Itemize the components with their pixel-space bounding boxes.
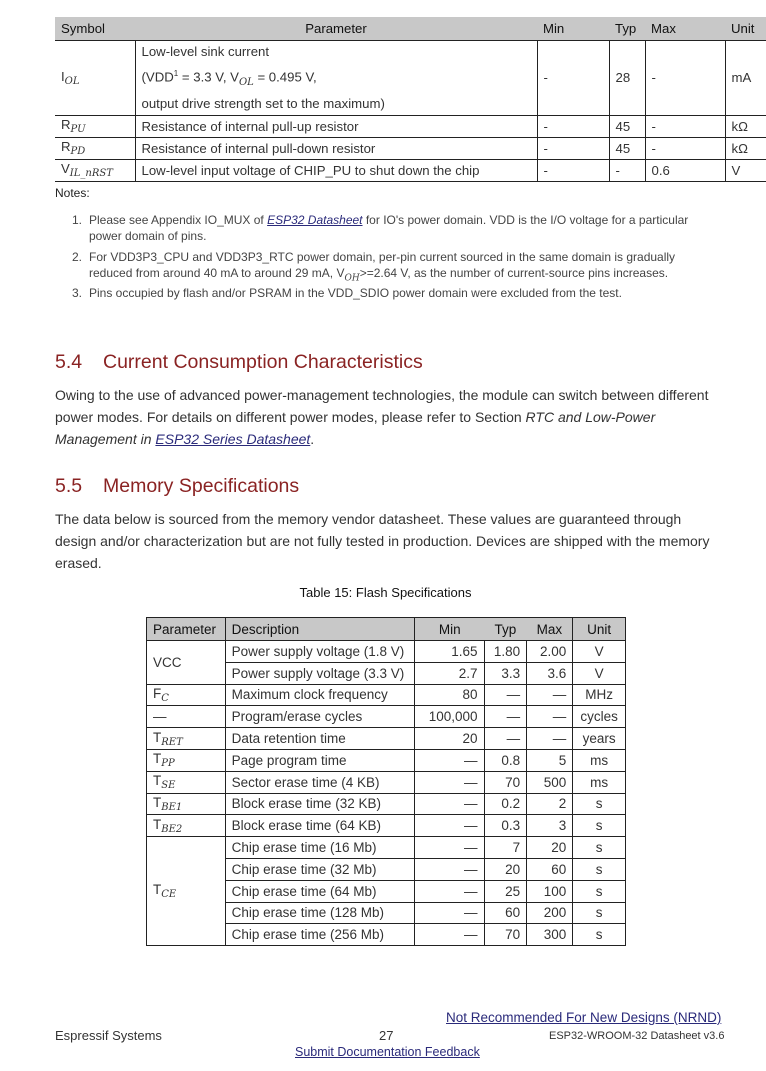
note-text (89, 249, 712, 286)
header-typ: Typ (484, 618, 527, 641)
min-cell: - (537, 41, 609, 116)
table-row (55, 41, 766, 116)
esp32-series-datasheet-link[interactable]: ESP32 Series Datasheet (155, 431, 311, 447)
text-part: (VDD (141, 68, 174, 84)
parameter-cell: Resistance of internal pull-down resistor (135, 137, 537, 159)
max-cell: — (527, 728, 573, 750)
typ-cell: 0.3 (484, 815, 527, 837)
text-part: For VDD3P3_CPU and VDD3P3_RTC power domain, per-pin current sourced in the same domain is gradually reduced from around 40 mA to around 29 mA, V (89, 250, 676, 280)
footnote-ref: 1 (173, 68, 179, 78)
unit-cell: years (573, 728, 626, 750)
min-cell: — (415, 924, 484, 946)
unit-cell: V (573, 641, 626, 663)
desc-cell: Chip erase time (256 Mb) (225, 924, 415, 946)
table-row (147, 793, 626, 815)
section-number: 5.5 (55, 475, 83, 497)
param-text: F (153, 685, 162, 701)
table-row (147, 641, 626, 663)
note-text: Pins occupied by flash and/or PSRAM in the VDD_SDIO power domain were excluded from the test. (89, 286, 622, 300)
desc-cell: Chip erase time (16 Mb) (225, 837, 415, 859)
min-cell: — (415, 880, 484, 902)
submit-feedback-link[interactable]: Submit Documentation Feedback (295, 1045, 480, 1059)
typ-cell: 0.8 (484, 749, 527, 771)
unit-cell: V (573, 662, 626, 684)
min-cell: — (415, 902, 484, 924)
table-row (55, 137, 766, 159)
note-item (72, 212, 712, 244)
nrnd-link[interactable]: Not Recommended For New Designs (NRND) (446, 1010, 722, 1025)
max-cell: 500 (527, 771, 573, 793)
note-number: 2. (72, 250, 83, 264)
esp32-datasheet-link[interactable]: ESP32 Datasheet (267, 213, 363, 227)
param-cell (147, 815, 226, 837)
table-row (147, 728, 626, 750)
min-cell: - (537, 137, 609, 159)
unit-cell: s (573, 837, 626, 859)
symbol-text: R (61, 117, 71, 133)
min-cell: - (537, 115, 609, 137)
italic-reference: RTC and Low-Power Management (55, 409, 656, 447)
typ-cell: 25 (484, 880, 527, 902)
desc-cell: Data retention time (225, 728, 415, 750)
text-part: . (310, 431, 315, 447)
max-cell: 2.00 (527, 641, 573, 663)
table-row (147, 684, 626, 706)
desc-cell: Power supply voltage (3.3 V) (225, 662, 415, 684)
symbol-subscript: PU (70, 124, 86, 136)
typ-cell: 45 (609, 137, 645, 159)
param-cell (147, 771, 226, 793)
max-cell: 3 (527, 815, 573, 837)
table-row (147, 749, 626, 771)
header-parameter: Parameter (135, 17, 537, 41)
unit-cell: s (573, 902, 626, 924)
symbol-text: I (61, 68, 65, 84)
section-5-5-paragraph: The data below is sourced from the memory vendor datasheet. These values are guaranteed through design and/or characterization but are not fully tested in production. Devices are shipped with the memory erased. (55, 511, 710, 571)
unit-cell: s (573, 858, 626, 880)
typ-cell: 60 (484, 902, 527, 924)
unit-cell: V (725, 159, 766, 181)
param-subscript: CE (161, 889, 177, 901)
typ-cell: 1.80 (484, 641, 527, 663)
symbol-text: R (61, 139, 71, 155)
typ-cell: - (609, 159, 645, 181)
min-cell: - (537, 159, 609, 181)
typ-cell: — (484, 728, 527, 750)
note-item (72, 285, 712, 301)
min-cell: — (415, 749, 484, 771)
symbol-cell (55, 137, 135, 159)
desc-cell: Chip erase time (128 Mb) (225, 902, 415, 924)
desc-cell: Maximum clock frequency (225, 684, 415, 706)
header-unit: Unit (573, 618, 626, 641)
footer-doc-title: ESP32-WROOM-32 Datasheet v3.6 (549, 1030, 725, 1042)
typ-cell: — (484, 706, 527, 728)
max-cell: - (645, 137, 725, 159)
header-parameter: Parameter (147, 618, 226, 641)
parameter-line: Low-level sink current (141, 44, 270, 59)
text-subscript: OH (344, 273, 360, 284)
table-row (55, 115, 766, 137)
desc-cell: Page program time (225, 749, 415, 771)
max-cell: - (645, 41, 725, 116)
symbol-cell (55, 115, 135, 137)
max-cell: 100 (527, 880, 573, 902)
param-cell: — (147, 706, 226, 728)
param-cell (147, 837, 226, 946)
typ-cell: 7 (484, 837, 527, 859)
max-cell: 0.6 (645, 159, 725, 181)
param-text: T (153, 729, 162, 745)
unit-cell: ms (573, 749, 626, 771)
typ-cell: 70 (484, 924, 527, 946)
symbol-text: V (61, 161, 70, 177)
parameter-line (142, 63, 531, 94)
unit-cell: ms (573, 771, 626, 793)
notes-title: Notes: (55, 186, 90, 200)
min-cell: 20 (415, 728, 484, 750)
max-cell: — (527, 706, 573, 728)
table-header-row (147, 618, 626, 641)
desc-cell: Sector erase time (4 KB) (225, 771, 415, 793)
max-cell: 5 (527, 749, 573, 771)
max-cell: 60 (527, 858, 573, 880)
section-title: Current Consumption Characteristics (103, 351, 423, 373)
param-subscript: SE (161, 780, 176, 792)
unit-cell: mA (725, 41, 766, 116)
parameter-cell: Resistance of internal pull-up resistor (135, 115, 537, 137)
symbol-cell (55, 41, 135, 116)
param-cell (147, 684, 226, 706)
typ-cell: 3.3 (484, 662, 527, 684)
table-row (55, 159, 766, 181)
min-cell: 80 (415, 684, 484, 706)
text-part: = 3.3 V, V (178, 68, 239, 84)
page-number: 27 (379, 1028, 394, 1043)
table-row (147, 706, 626, 728)
param-subscript: PP (161, 758, 175, 770)
note-number: 1. (72, 213, 83, 227)
desc-cell: Power supply voltage (1.8 V) (225, 641, 415, 663)
typ-cell: 0.2 (484, 793, 527, 815)
typ-cell: 28 (609, 41, 645, 116)
unit-cell: MHz (573, 684, 626, 706)
unit-cell: kΩ (725, 115, 766, 137)
parameter-cell: Low-level input voltage of CHIP_PU to shut down the chip (135, 159, 537, 181)
desc-cell: Block erase time (32 KB) (225, 793, 415, 815)
max-cell: 20 (527, 837, 573, 859)
header-max: Max (645, 17, 725, 41)
note-number: 3. (72, 286, 83, 300)
flash-specifications-table (146, 617, 626, 946)
note-item (72, 249, 712, 286)
section-heading-5-5 (55, 475, 299, 498)
header-description: Description (225, 618, 415, 641)
unit-cell: s (573, 880, 626, 902)
max-cell: - (645, 115, 725, 137)
header-typ: Typ (609, 17, 645, 41)
symbol-subscript: PD (70, 146, 86, 158)
unit-cell: s (573, 924, 626, 946)
param-subscript: RET (161, 736, 183, 748)
unit-cell: cycles (573, 706, 626, 728)
typ-cell: 70 (484, 771, 527, 793)
header-min: Min (415, 618, 484, 641)
param-text: T (153, 751, 162, 767)
footer-company: Espressif Systems (55, 1028, 162, 1043)
desc-cell: Chip erase time (32 Mb) (225, 858, 415, 880)
text-part: in (136, 431, 156, 447)
text-part: for IO's power domain. VDD is the I/O voltage for a particular power domain of pins. (89, 213, 689, 243)
min-cell: — (415, 858, 484, 880)
text-part: >=2.64 V, as the number of current-source pins increases. (359, 266, 669, 280)
param-text: T (153, 773, 162, 789)
min-cell: — (415, 815, 484, 837)
header-symbol: Symbol (55, 17, 135, 41)
max-cell: 3.6 (527, 662, 573, 684)
param-text: T (153, 882, 162, 898)
text-part: = 0.495 V, (253, 68, 317, 84)
typ-cell: 45 (609, 115, 645, 137)
min-cell: — (415, 837, 484, 859)
table-caption: Table 15: Flash Specifications (299, 585, 472, 600)
param-cell (147, 793, 226, 815)
section-number: 5.4 (55, 351, 83, 373)
parameter-cell (135, 41, 537, 116)
min-cell: 1.65 (415, 641, 484, 663)
section-title: Memory Specifications (103, 475, 300, 497)
header-max: Max (527, 618, 573, 641)
table-row (147, 815, 626, 837)
desc-cell: Chip erase time (64 Mb) (225, 880, 415, 902)
param-cell (147, 728, 226, 750)
table-row (147, 837, 626, 859)
unit-cell: s (573, 793, 626, 815)
parameter-line: output drive strength set to the maximum) (141, 96, 385, 112)
section-5-4-paragraph (55, 384, 715, 450)
min-cell: — (415, 771, 484, 793)
text-subscript: OL (238, 76, 254, 88)
unit-cell: s (573, 815, 626, 837)
typ-cell: — (484, 684, 527, 706)
text-part: Please see Appendix IO_MUX of (89, 213, 268, 227)
symbol-subscript: IL_nRST (69, 168, 113, 180)
io-characteristics-table (55, 17, 766, 182)
min-cell: 2.7 (415, 662, 484, 684)
symbol-subscript: OL (64, 75, 80, 87)
param-cell: VCC (147, 641, 226, 685)
param-text: T (153, 816, 162, 832)
section-heading-5-4 (55, 351, 423, 374)
desc-cell: Program/erase cycles (225, 706, 415, 728)
typ-cell: 20 (484, 858, 527, 880)
table-header-row (55, 17, 766, 41)
param-subscript: C (161, 692, 169, 704)
symbol-cell (55, 159, 135, 181)
param-cell (147, 749, 226, 771)
param-subscript: BE2 (161, 823, 183, 835)
table-row (147, 771, 626, 793)
max-cell: 200 (527, 902, 573, 924)
min-cell: 100,000 (415, 706, 484, 728)
param-subscript: BE1 (161, 801, 183, 813)
param-text: T (153, 794, 162, 810)
max-cell: 300 (527, 924, 573, 946)
unit-cell: kΩ (725, 137, 766, 159)
max-cell: 2 (527, 793, 573, 815)
note-text (89, 212, 712, 244)
desc-cell: Block erase time (64 KB) (225, 815, 415, 837)
header-min: Min (537, 17, 609, 41)
header-unit: Unit (725, 17, 766, 41)
min-cell: — (415, 793, 484, 815)
text-part: Owing to the use of advanced power-management technologies, the module can switch between different power modes. For details on different power modes, please refer to Section (55, 387, 709, 425)
max-cell: — (527, 684, 573, 706)
